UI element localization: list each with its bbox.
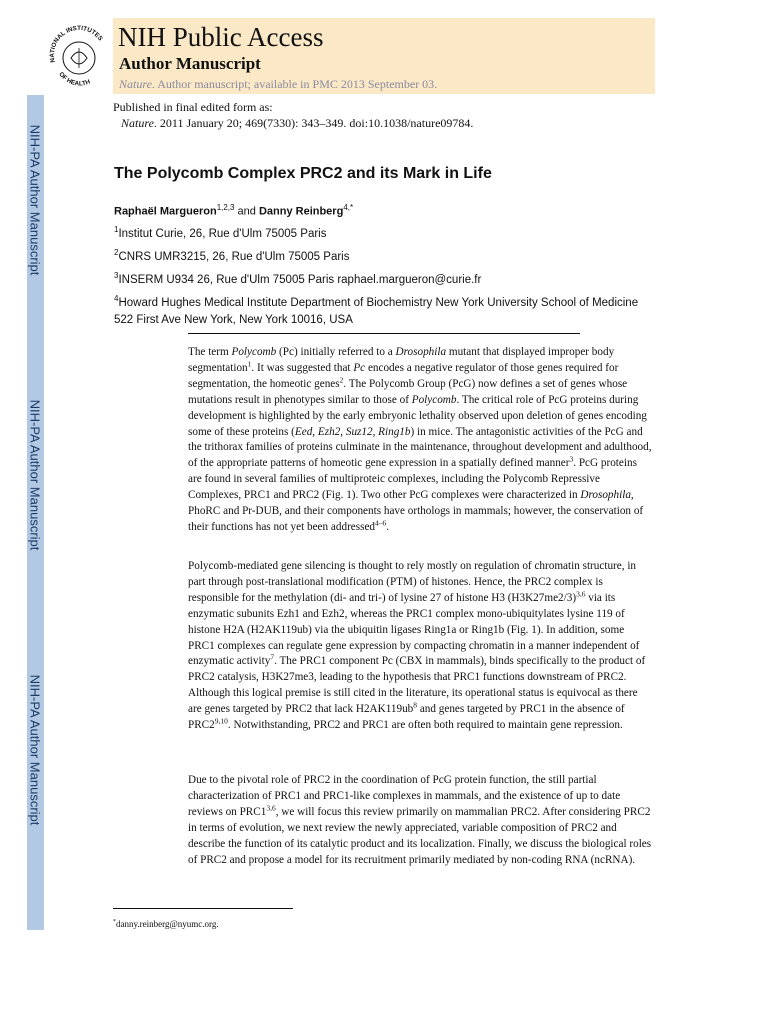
text-run: Drosophila [395, 346, 447, 358]
text-run: . The critical role of PcG proteins during development is highlighted by the early embryonic lethality observed upon deletion of genes encoding some of these proteins ( [188, 393, 647, 438]
paragraph-2 [188, 559, 652, 734]
text-run: Polycomb-mediated gene silencing is thought to rely mostly on regulation of chromatin structure, in part through post-translational modification (PTM) of histones. Hence, the PRC2 complex is responsible for the methylation (di- and tri-) of lysine 27 of histone H3 (H3K27me2/3) [188, 560, 637, 604]
text-run: . The PRC1 component Pc (CBX in mammals), binds specifically to the product of PRC2 catalysis, H3K27me3, leading to the hypothesis that PRC1 functions downstream of PRC2. Although this logical premise is still cited in the literature, its operational status is equivocal as there are genes targeted by PRC2 that lack H2AK119ub [188, 655, 646, 716]
author-line: Raphaël Margueron$^{1,2,3}$ and Danny Reinberg$^{4,*}$ [114, 203, 354, 218]
text-run: Polycomb [231, 346, 277, 358]
text-run: 3 [569, 454, 574, 464]
text-run: . PcG proteins are found in several families of multiproteic complexes, including the Polycomb Repressive Complexes, PRC1 and PRC2 (Fig. 1). Two other PcG complexes were characterized in [188, 457, 637, 502]
text-run: 9,10 [214, 716, 228, 726]
text-run: Eed, Ezh2, Suz12, Ring1b [294, 425, 411, 438]
text-run: encodes a negative regulator of those genes required for segmentation, the homeotic genes [188, 361, 619, 390]
affiliation-2: $^2$CNRS UMR3215, 26, Rue d'Ulm 75005 Paris [114, 248, 350, 263]
text-run: (Pc) initially referred to a [276, 346, 396, 358]
paragraph-3 [188, 773, 652, 868]
paragraph-1 [188, 345, 652, 536]
published-info [113, 99, 473, 131]
text-run: Polycomb [411, 393, 457, 406]
article-title: The Polycomb Complex PRC2 and its Mark in Life [114, 165, 492, 182]
text-run: The term [188, 346, 232, 358]
header-availability: Nature. Author manuscript; available in PMC 2013 September 03. [119, 77, 438, 91]
text-run: . Notwithstanding, PRC2 and PRC1 are often both required to maintain gene repression. [227, 719, 623, 732]
text-run: 1 [247, 359, 252, 369]
svg-text:NATIONAL INSTITUTES: NATIONAL INSTITUTES [48, 24, 104, 64]
text-run: . [386, 520, 390, 533]
text-run: 8 [413, 700, 418, 710]
abstract-divider [188, 333, 580, 334]
text-run: via its enzymatic subunits Ezh1 and Ezh2, whereas the PRC1 complex mono-ubiquitylates lysine 119 of histone H2A (H2AK119ub) via the ubiquitin ligases Ring1a or Ring1b (Fig. 1). In addition, some PRC1 complexes can regulate gene expression by compacting chromatin in a manner independent of enzymatic activity [188, 591, 640, 668]
text-run: 4–6 [375, 518, 387, 528]
text-run: 3,6 [266, 803, 276, 813]
text-run: Drosophila [580, 489, 631, 502]
text-run: and genes targeted by PRC1 in the absence of PRC2 [188, 703, 625, 732]
footnote-divider [113, 908, 293, 909]
affiliation-3: $^3$INSERM U934 26, Rue d'Ulm 75005 Paris raphael.margueron@curie.fr [114, 271, 482, 286]
text-run: , we will focus this review primarily on mammalian PRC2. After considering PRC2 in terms of evolution, we next review the newly appreciated, variable composition of PRC2 and describe the function of its catalytic product and its localization. Finally, we discuss the biological roles of PRC2 and propose a model for its recruitment primarily mediated by non-coding RNA (ncRNA). [188, 805, 652, 866]
nih-seal-icon [45, 18, 113, 94]
affiliation-4: $^4$Howard Hughes Medical Institute Department of Biochemistry New York University School of Medicine 522 First Ave New York, New York 10016, USA [114, 294, 639, 326]
text-run: 3,6 [576, 589, 586, 599]
header-title: NIH Public Access [118, 22, 324, 52]
footnote: *danny.reinberg@nyumc.org. [113, 919, 219, 929]
text-run: , PhoRC and Pr-DUB, and their components have orthologs in mammals; however, the conservation of their functions has not yet been addressed [188, 489, 644, 533]
text-run: 7 [270, 652, 275, 662]
affiliation-1: $^1$Institut Curie, 26, Rue d'Ulm 75005 Paris [114, 225, 327, 240]
text-run: mutant that displayed improper body segmentation [188, 346, 615, 374]
text-run: Due to the pivotal role of PRC2 in the coordination of PcG protein function, the still partial characterization of PRC1 and PRC1-like complexes in mammals, and the existence of up to date reviews on PRC1 [188, 774, 621, 818]
published-label: Published in final edited form as: [113, 100, 273, 114]
nih-logo [45, 18, 113, 94]
text-run: 2 [339, 375, 344, 385]
published-citation: Nature. 2011 January 20; 469(7330): 343–349. doi:10.1038/nature09784. [121, 116, 474, 130]
header-subtitle: Author Manuscript [119, 54, 261, 73]
svg-text:OF HEALTH: OF HEALTH [57, 70, 92, 88]
text-run: Pc [353, 361, 366, 374]
text-run: . It was suggested that [251, 361, 354, 374]
text-run: . The Polycomb Group (PcG) now defines a set of genes whose mutations result in phenotypes similar to those of [188, 377, 628, 406]
text-run: ) in mice. The antagonistic activities of the PcG and the trithorax families of proteins culminate in the maintenance, throughout development and adulthood, of the appropriate patterns of homeotic gene expression in a spatially defined manner [188, 425, 652, 470]
